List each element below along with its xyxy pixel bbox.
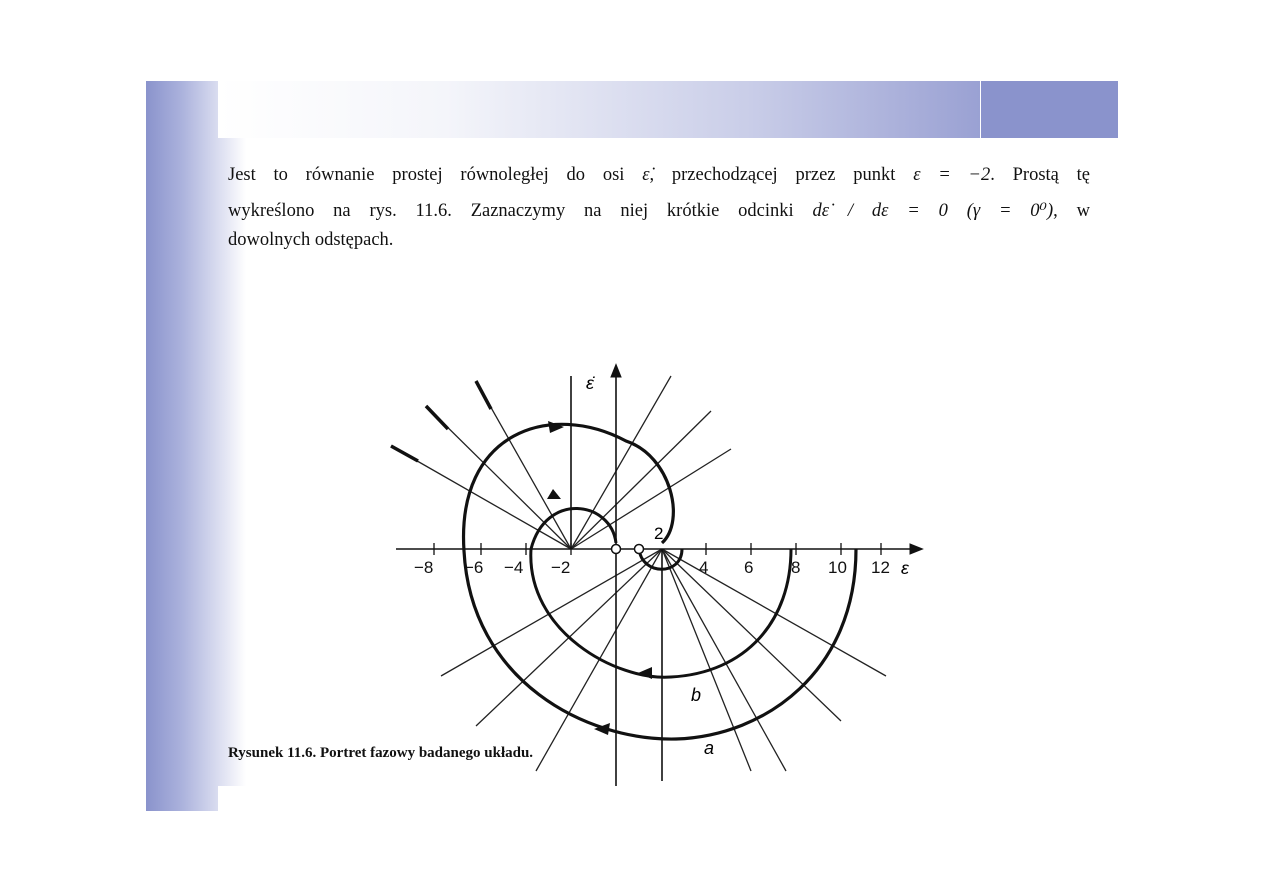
tick-label: 8 <box>791 558 801 577</box>
math-expression: dε̇ / dε = 0 <box>812 201 948 221</box>
ray-end <box>476 381 491 409</box>
tick-label: −4 <box>504 558 524 577</box>
math-expression: ε̇ <box>642 165 650 185</box>
tick-label: 6 <box>744 558 754 577</box>
math-expression: ε = −2 <box>913 165 991 185</box>
text-fragment: , przechodzącej przez punkt <box>649 165 896 185</box>
trajectory-a <box>464 424 856 739</box>
phase-portrait-figure <box>386 281 909 796</box>
curve-label-b: b <box>691 685 702 705</box>
body-paragraph <box>228 157 1090 251</box>
slide <box>146 81 1118 811</box>
point-origin <box>612 545 621 554</box>
tick-label: −2 <box>551 558 571 577</box>
band-corner <box>218 786 258 811</box>
tick-label: 12 <box>871 558 890 577</box>
top-decorative-band <box>218 81 980 138</box>
direction-arrows <box>547 421 652 735</box>
text-fragment: wykreślono na rys. 11.6. Zaznaczymy na niej krótkie odcinki <box>228 201 794 221</box>
tick-label: −6 <box>464 558 484 577</box>
paragraph-line-1 <box>228 157 1090 193</box>
tick-label: −8 <box>414 558 434 577</box>
paragraph-line-3: dowolnych odstępach. <box>228 230 394 250</box>
isocline-ray <box>571 411 711 549</box>
isocline-ray <box>571 449 731 549</box>
text-fragment: . Prostą tę <box>990 165 1091 185</box>
arrow-b-bottom <box>638 667 652 679</box>
isocline-ray <box>391 446 571 549</box>
ray-end <box>391 446 418 461</box>
tick-label: 4 <box>699 558 709 577</box>
point-two <box>635 545 644 554</box>
curve-label-a: a <box>704 738 715 758</box>
point-label: 2 <box>654 524 664 543</box>
text-fragment: Jest to równanie prostej równoległej do osi <box>228 165 625 185</box>
top-right-decorative-box <box>981 81 1118 138</box>
ray-ends <box>391 381 491 461</box>
x-axis-label: ε <box>901 558 909 578</box>
math-expression: (γ = 0⁰) <box>966 201 1054 221</box>
phase-portrait-svg <box>386 281 909 796</box>
paragraph-line-2 <box>228 193 1090 229</box>
y-axis-label: ε̇ <box>586 373 594 393</box>
arrow-b-left <box>547 489 561 499</box>
figure-caption: Rysunek 11.6. Portret fazowy badanego układu. <box>228 745 534 761</box>
tick-label: 10 <box>828 558 847 577</box>
ray-end <box>426 406 448 429</box>
text-fragment: , w <box>1053 201 1090 221</box>
